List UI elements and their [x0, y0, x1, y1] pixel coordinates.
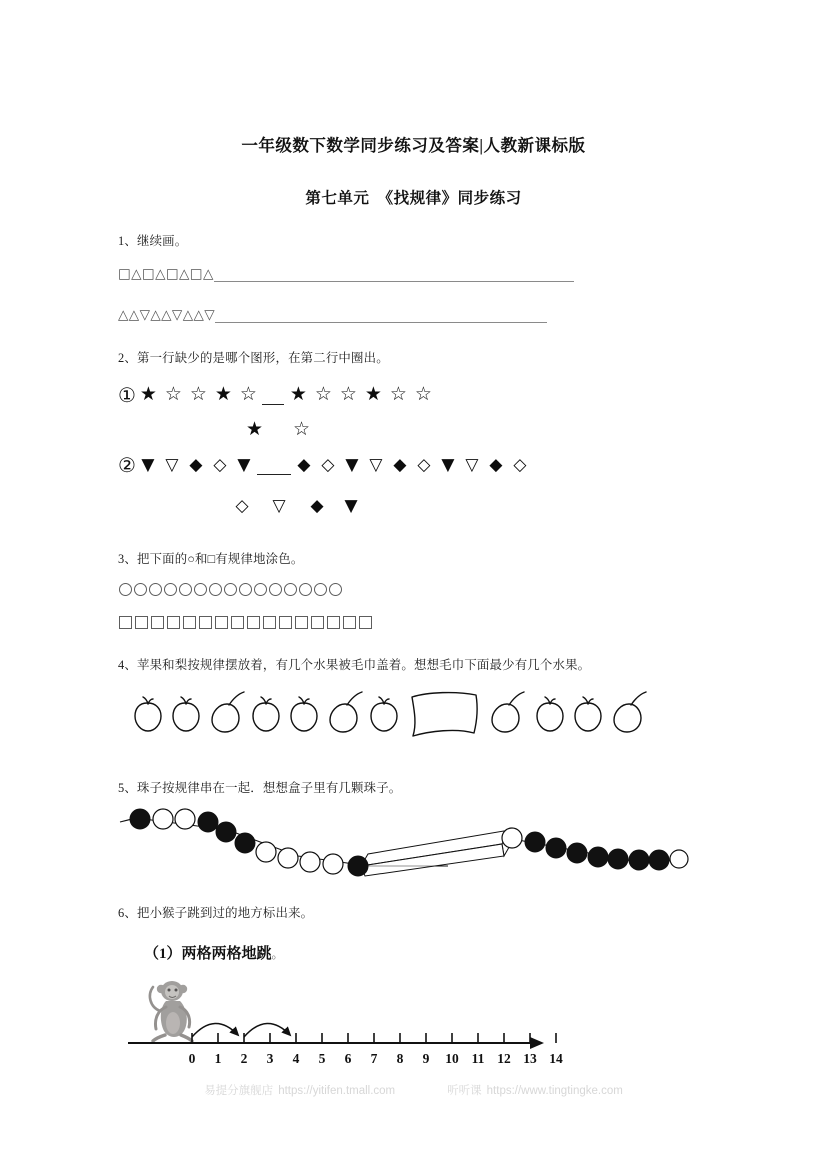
circle-cell[interactable]: [314, 583, 327, 596]
star-filled-icon: ★: [289, 383, 307, 405]
diamond-outline-icon: ◇: [513, 455, 527, 475]
triangle-down-outline-icon: ▽: [165, 455, 179, 475]
square-cell[interactable]: [215, 616, 228, 629]
star-outline-icon: ☆: [389, 383, 407, 405]
triangle-down-outline-icon: ▽: [465, 455, 479, 475]
star-outline-icon: ☆: [239, 383, 257, 405]
bead-white: [256, 842, 276, 862]
exercise-6-number-line: [128, 975, 563, 1075]
exercise-2-item-1-blank[interactable]: [261, 383, 286, 405]
pear-icon: [330, 692, 362, 732]
circle-cell[interactable]: [239, 583, 252, 596]
number-line-label: 13: [523, 1051, 537, 1066]
triangle-down-filled-icon: ▼: [441, 455, 455, 475]
bead-white: [153, 809, 173, 829]
triangle-down-outline-icon: ▽: [369, 455, 383, 475]
triangle-down-filled-icon: ▼: [345, 455, 359, 475]
star-outline-icon: ☆: [339, 383, 357, 405]
exercise-1-row-1-glyphs: □△□△□△□△: [118, 266, 214, 282]
apple-icon: [537, 697, 563, 731]
circle-cell[interactable]: [329, 583, 342, 596]
apple-icon: [575, 697, 601, 731]
star-filled-icon: ★: [214, 383, 232, 405]
bead-black: [348, 856, 368, 876]
exercise-2-prompt: 2、第一行缺少的是哪个图形，在第二行中圈出。: [118, 351, 389, 365]
bead-group-left: [130, 809, 368, 876]
exercise-2-item-1-sequence: [118, 383, 436, 407]
footer-right-url: https://www.tingtingke.com: [486, 1085, 623, 1097]
jump-arcs: [192, 1023, 290, 1037]
square-cell[interactable]: [343, 616, 356, 629]
exercise-1-row-2: [118, 307, 547, 323]
bead-black: [198, 812, 218, 832]
apple-icon: [135, 697, 161, 731]
square-cell[interactable]: [295, 616, 308, 629]
star-filled-icon: ★: [364, 383, 382, 405]
square-cell[interactable]: [199, 616, 212, 629]
star-filled-icon[interactable]: ★: [245, 418, 264, 440]
page-title: 一年级数下数学同步练习及答案|人教新课标版: [241, 136, 586, 155]
apple-icon: [371, 697, 397, 731]
bead-white: [670, 850, 688, 868]
footer-right: 听听课 https://www.tingtingke.com: [447, 1085, 623, 1097]
bead-black: [130, 809, 150, 829]
bead-black: [525, 832, 545, 852]
circle-cell[interactable]: [134, 583, 147, 596]
bead-group-right: [502, 828, 688, 870]
diamond-outline-icon: ◇: [417, 455, 431, 475]
number-line-drawing: [128, 975, 563, 1070]
square-cell[interactable]: [183, 616, 196, 629]
exercise-3-circle-row[interactable]: [119, 583, 342, 596]
number-line-label: 8: [396, 1051, 404, 1066]
monkey-icon: [150, 981, 192, 1041]
square-cell[interactable]: [119, 616, 132, 629]
star-filled-icon: ★: [139, 383, 157, 405]
pear-icon: [492, 692, 524, 732]
triangle-down-filled-icon: ▼: [141, 455, 155, 475]
circle-cell[interactable]: [149, 583, 162, 596]
exercise-1-row-1: [118, 266, 574, 282]
exercise-5-bead-string: [118, 800, 688, 885]
bead-black: [567, 843, 587, 863]
exercise-1-row-2-blank[interactable]: [215, 311, 547, 323]
exercise-2-item-2-answers[interactable]: [224, 496, 366, 516]
number-line-label: 7: [370, 1051, 378, 1066]
diamond-filled-icon: ◆: [189, 455, 203, 475]
circle-cell[interactable]: [254, 583, 267, 596]
number-line-label: 10: [445, 1051, 459, 1066]
diamond-filled-icon: ◆: [489, 455, 503, 475]
bead-black: [588, 847, 608, 867]
pear-icon: [212, 692, 244, 732]
diamond-outline-icon: ◇: [213, 455, 227, 475]
circle-cell[interactable]: [194, 583, 207, 596]
bead-black: [608, 849, 628, 869]
circle-cell[interactable]: [269, 583, 282, 596]
circle-cell[interactable]: [284, 583, 297, 596]
exercise-1-row-2-glyphs: △△▽△△▽△△▽: [118, 307, 216, 323]
apple-icon: [291, 697, 317, 731]
exercise-5-prompt: 5、珠子按规律串在一起．想想盒子里有几颗珠子。: [118, 781, 402, 795]
square-cell[interactable]: [247, 616, 260, 629]
footer-watermark: [0, 1082, 827, 1098]
exercise-1-prompt: 1、继续画。: [118, 234, 188, 248]
fruit-sequence-drawing: [128, 684, 688, 744]
exercise-2-item-2-blank[interactable]: [256, 455, 292, 475]
bead-white: [502, 828, 522, 848]
number-line-label: 9: [422, 1051, 430, 1066]
number-line-label: 0: [188, 1051, 196, 1066]
square-cell[interactable]: [311, 616, 324, 629]
circle-cell[interactable]: [164, 583, 177, 596]
apple-icon: [253, 697, 279, 731]
number-line-label: 4: [292, 1051, 300, 1066]
star-outline-icon[interactable]: ☆: [292, 418, 311, 440]
square-cell[interactable]: [327, 616, 340, 629]
box-icon: [361, 830, 512, 876]
number-line-label: 2: [240, 1051, 248, 1066]
bead-black: [629, 850, 649, 870]
bead-white: [300, 852, 320, 872]
exercise-6-sub-item-1: （1）两格两格地跳。: [144, 946, 284, 962]
diamond-filled-icon[interactable]: ◆: [310, 496, 324, 516]
bead-black: [235, 833, 255, 853]
star-outline-icon: ☆: [189, 383, 207, 405]
square-cell[interactable]: [279, 616, 292, 629]
exercise-4-prompt: 4、苹果和梨按规律摆放着，有几个水果被毛巾盖着。想想毛巾下面最少有几个水果。: [118, 658, 591, 672]
exercise-2-item-1-marker: ①: [118, 383, 136, 407]
circle-cell[interactable]: [299, 583, 312, 596]
bead-white: [278, 848, 298, 868]
exercise-6-prompt: 6、把小猴子跳到过的地方标出来。: [118, 906, 314, 920]
circle-cell[interactable]: [119, 583, 132, 596]
number-line-label: 14: [549, 1051, 563, 1066]
number-line-label: 6: [344, 1051, 352, 1066]
star-outline-icon: ☆: [414, 383, 432, 405]
footer-left-url: https://yitifen.tmall.com: [278, 1085, 396, 1097]
bead-black: [649, 850, 669, 870]
number-line-label: 12: [497, 1051, 511, 1066]
exercise-3-prompt: 3、把下面的○和□有规律地涂色。: [118, 552, 304, 566]
triangle-down-outline-icon[interactable]: ▽: [272, 496, 286, 516]
bead-black: [546, 838, 566, 858]
towel-icon: [412, 693, 477, 736]
number-line-label: 11: [471, 1051, 485, 1066]
square-cell[interactable]: [167, 616, 180, 629]
triangle-down-filled-icon: ▼: [237, 455, 251, 475]
pear-icon: [614, 692, 646, 732]
exercise-2-item-1-answers[interactable]: [242, 418, 314, 440]
star-outline-icon: ☆: [164, 383, 182, 405]
diamond-outline-icon: ◇: [321, 455, 335, 475]
square-cell[interactable]: [135, 616, 148, 629]
square-cell[interactable]: [359, 616, 372, 629]
footer-left: 易提分旗舰店 https://yitifen.tmall.com: [204, 1085, 396, 1097]
bead-string-drawing: [118, 800, 688, 880]
diamond-outline-icon[interactable]: ◇: [235, 496, 249, 516]
square-cell[interactable]: [231, 616, 244, 629]
bead-white: [175, 809, 195, 829]
circle-cell[interactable]: [179, 583, 192, 596]
exercise-3-square-row[interactable]: [119, 616, 372, 629]
square-cell[interactable]: [151, 616, 164, 629]
bead-black: [216, 822, 236, 842]
circle-cell[interactable]: [209, 583, 222, 596]
triangle-down-filled-icon[interactable]: ▼: [344, 496, 358, 516]
diamond-filled-icon: ◆: [393, 455, 407, 475]
number-line-label: 1: [214, 1051, 222, 1066]
exercise-1-row-1-blank[interactable]: [214, 270, 574, 282]
number-line-label: 3: [266, 1051, 274, 1066]
exercise-4-fruit-row: [128, 684, 688, 749]
exercise-2-item-2-sequence: [118, 453, 532, 477]
star-outline-icon: ☆: [314, 383, 332, 405]
exercise-2-item-2-marker: ②: [118, 453, 136, 477]
square-cell[interactable]: [263, 616, 276, 629]
number-line-label: 5: [318, 1051, 326, 1066]
bead-white: [323, 854, 343, 874]
diamond-filled-icon: ◆: [297, 455, 311, 475]
unit-title: 第七单元 《找规律》同步练习: [305, 190, 522, 207]
circle-cell[interactable]: [224, 583, 237, 596]
apple-icon: [173, 697, 199, 731]
